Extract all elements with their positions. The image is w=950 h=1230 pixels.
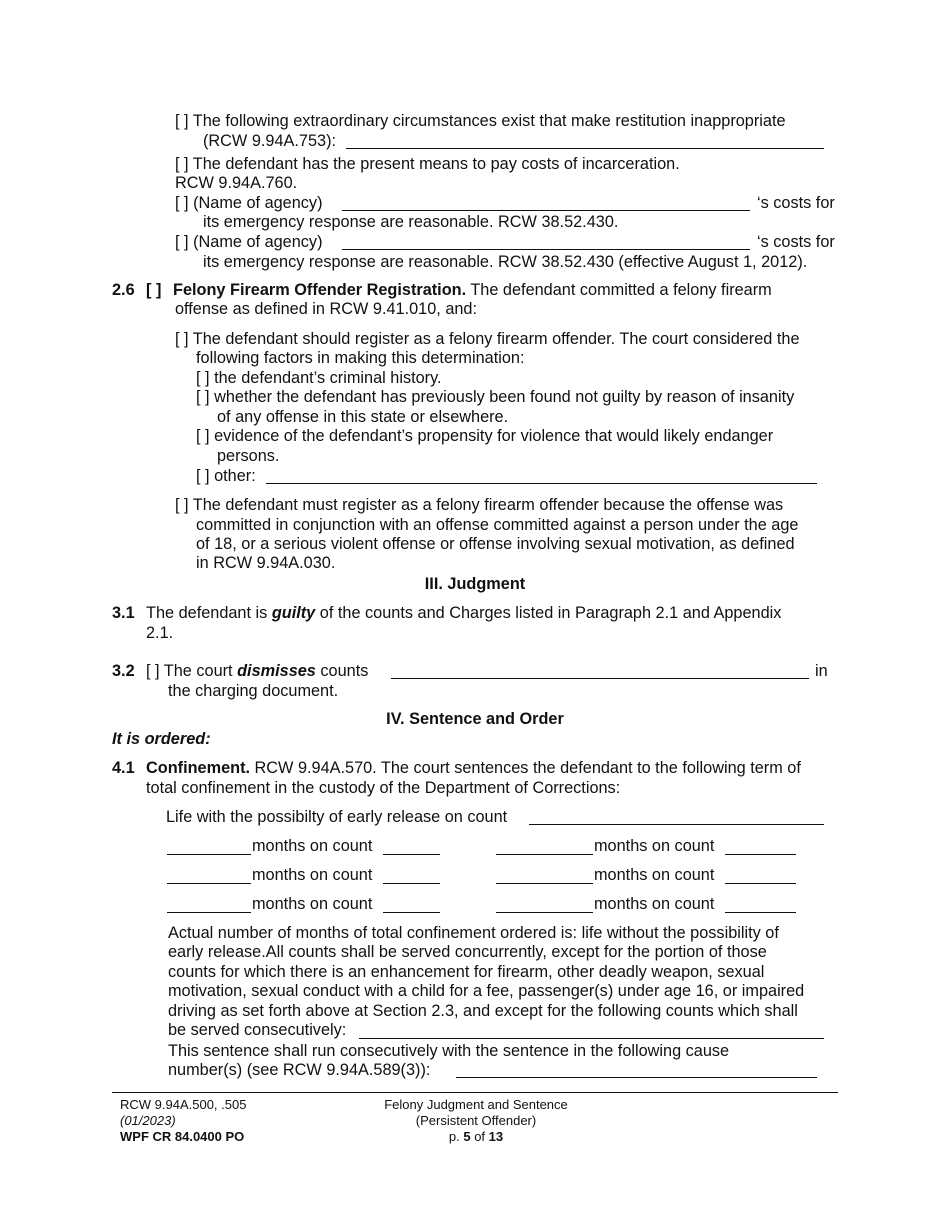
count-blank[interactable]	[725, 854, 796, 855]
section-4-1-number: 4.1	[112, 759, 135, 777]
section-2-6-heading-line	[173, 281, 772, 300]
agency1-label: [ ] (Name of agency)	[175, 194, 323, 212]
consecutive-counts-blank[interactable]	[359, 1038, 824, 1039]
consecutive-cause-line-1: This sentence shall run consecutively with the sentence in the following cause	[168, 1042, 730, 1060]
footer-form-number: WPF CR 84.0400 PO	[120, 1129, 245, 1144]
section-3-1-line-1	[146, 604, 781, 623]
confinement-title: Confinement.	[146, 759, 251, 777]
page-current: 5	[463, 1129, 471, 1144]
section-3-1-number: 3.1	[112, 604, 135, 622]
months-label: months on count	[252, 866, 373, 884]
footer-title: Felony Judgment and Sentence	[384, 1097, 568, 1112]
factor-criminal-history: [ ] the defendant’s criminal history.	[196, 369, 442, 387]
months-label: months on count	[594, 837, 715, 855]
factor-other-blank[interactable]	[266, 483, 817, 484]
months-blank[interactable]	[496, 854, 593, 855]
consecutive-cause-line-2: number(s) (see RCW 9.94A.589(3)):	[168, 1061, 431, 1079]
months-blank[interactable]	[167, 883, 251, 884]
section-2-6-heading-rest: The defendant committed a felony firearm	[466, 281, 772, 299]
section-4-1-line-2: total confinement in the custody of the Department of Corrections:	[146, 779, 621, 797]
footer-date: (01/2023)	[120, 1113, 176, 1128]
footer-page-number	[326, 1129, 626, 1145]
cause-number-blank[interactable]	[456, 1077, 817, 1078]
incarceration-line-2: RCW 9.94A.760.	[175, 174, 298, 192]
page-total: 13	[488, 1129, 504, 1144]
restitution-line-1: [ ] The following extraordinary circumstances exist that make restitution inappropriate	[175, 112, 786, 130]
factor-violence-line-2: persons.	[217, 447, 280, 465]
section-3-1-text-a: The defendant is	[146, 604, 272, 622]
life-release-count-blank[interactable]	[529, 824, 824, 825]
section-3-2-line-1	[146, 662, 368, 681]
count-blank[interactable]	[383, 854, 440, 855]
factor-insanity-line-2: of any offense in this state or elsewhere.	[217, 408, 509, 426]
agency1-costs: ‘s costs for	[757, 194, 835, 212]
must-register-line-1: [ ] The defendant must register as a felony firearm offender because the offense was	[175, 496, 784, 514]
months-blank[interactable]	[496, 912, 593, 913]
section-4-1-line-1	[146, 759, 801, 778]
actual-months-line-4: motivation, sexual conduct with a child for a fee, passenger(s) under age 16, or impaired	[168, 982, 805, 1000]
page-prefix: p.	[448, 1129, 464, 1144]
restitution-blank[interactable]	[346, 148, 824, 149]
agency1-blank[interactable]	[342, 210, 750, 211]
actual-months-line-5: driving as set forth above at Section 2.3, and except for the following counts which shall	[168, 1002, 798, 1020]
incarceration-line-1: [ ] The defendant has the present means to pay costs of incarceration.	[175, 155, 680, 173]
section-3-2-in: in	[815, 662, 828, 680]
sentence-heading: IV. Sentence and Order	[386, 710, 564, 728]
must-register-line-3: of 18, or a serious violent offense or offense involving sexual motivation, as defined	[196, 535, 795, 553]
months-blank[interactable]	[496, 883, 593, 884]
section-3-1-line-2: 2.1.	[146, 624, 174, 642]
must-register-line-4: in RCW 9.94A.030.	[196, 554, 336, 572]
section-2-6-heading: Felony Firearm Offender Registration.	[173, 281, 467, 299]
must-register-line-2: committed in conjunction with an offense committed against a person under the age	[196, 516, 799, 534]
section-3-2-text-b: counts	[315, 662, 369, 680]
it-is-ordered: It is ordered:	[112, 730, 211, 748]
section-4-1-rest: RCW 9.94A.570. The court sentences the defendant to the following term of	[250, 759, 801, 777]
section-3-2-line-2: the charging document.	[168, 682, 339, 700]
months-label: months on count	[594, 866, 715, 884]
months-blank[interactable]	[167, 912, 251, 913]
should-register-line-1: [ ] The defendant should register as a felony firearm offender. The court considered the	[175, 330, 800, 348]
agency1-line-2: its emergency response are reasonable. RCW 38.52.430.	[203, 213, 619, 231]
guilty-word: guilty	[271, 604, 316, 622]
judgment-heading: III. Judgment	[424, 575, 526, 593]
section-3-1-text-b: of the counts and Charges listed in Paragraph 2.1 and Appendix	[315, 604, 782, 622]
agency2-line-2: its emergency response are reasonable. RCW 38.52.430 (effective August 1, 2012).	[203, 253, 808, 271]
footer-rcw: RCW 9.94A.500, .505	[120, 1097, 247, 1112]
factor-insanity-line-1: [ ] whether the defendant has previously been found not guilty by reason of insanity	[196, 388, 795, 406]
factor-other: [ ] other:	[196, 467, 256, 485]
footer-subtitle: (Persistent Offender)	[415, 1113, 537, 1128]
actual-months-line-6: be served consecutively:	[168, 1021, 347, 1039]
months-label: months on count	[594, 895, 715, 913]
footer-divider	[112, 1092, 838, 1093]
should-register-line-2: following factors in making this determination:	[196, 349, 525, 367]
months-blank[interactable]	[167, 854, 251, 855]
restitution-rcw: (RCW 9.94A.753):	[203, 132, 337, 150]
dismisses-word: dismisses	[237, 662, 316, 680]
agency2-costs: ‘s costs for	[757, 233, 835, 251]
actual-months-line-1: Actual number of months of total confinement ordered is: life without the possibility of	[168, 924, 779, 942]
count-blank[interactable]	[383, 912, 440, 913]
page-of: of	[470, 1129, 489, 1144]
factor-violence-line-1: [ ] evidence of the defendant’s propensity for violence that would likely endanger	[196, 427, 774, 445]
months-label: months on count	[252, 895, 373, 913]
section-2-6-line-2: offense as defined in RCW 9.41.010, and:	[175, 300, 478, 318]
life-release-label: Life with the possibilty of early release on count	[166, 808, 508, 826]
agency2-label: [ ] (Name of agency)	[175, 233, 323, 251]
dismissed-counts-blank[interactable]	[391, 678, 809, 679]
section-2-6-number: 2.6	[112, 281, 135, 299]
months-label: months on count	[252, 837, 373, 855]
count-blank[interactable]	[383, 883, 440, 884]
actual-months-line-2: early release.All counts shall be served concurrently, except for the portion of those	[168, 943, 767, 961]
count-blank[interactable]	[725, 883, 796, 884]
actual-months-line-3: counts for which there is an enhancement for firearm, other deadly weapon, sexual	[168, 963, 765, 981]
section-3-2-number: 3.2	[112, 662, 135, 680]
agency2-blank[interactable]	[342, 249, 750, 250]
section-3-2-text-a: [ ] The court	[146, 662, 238, 680]
section-2-6-checkbox[interactable]: [ ]	[146, 281, 162, 299]
count-blank[interactable]	[725, 912, 796, 913]
